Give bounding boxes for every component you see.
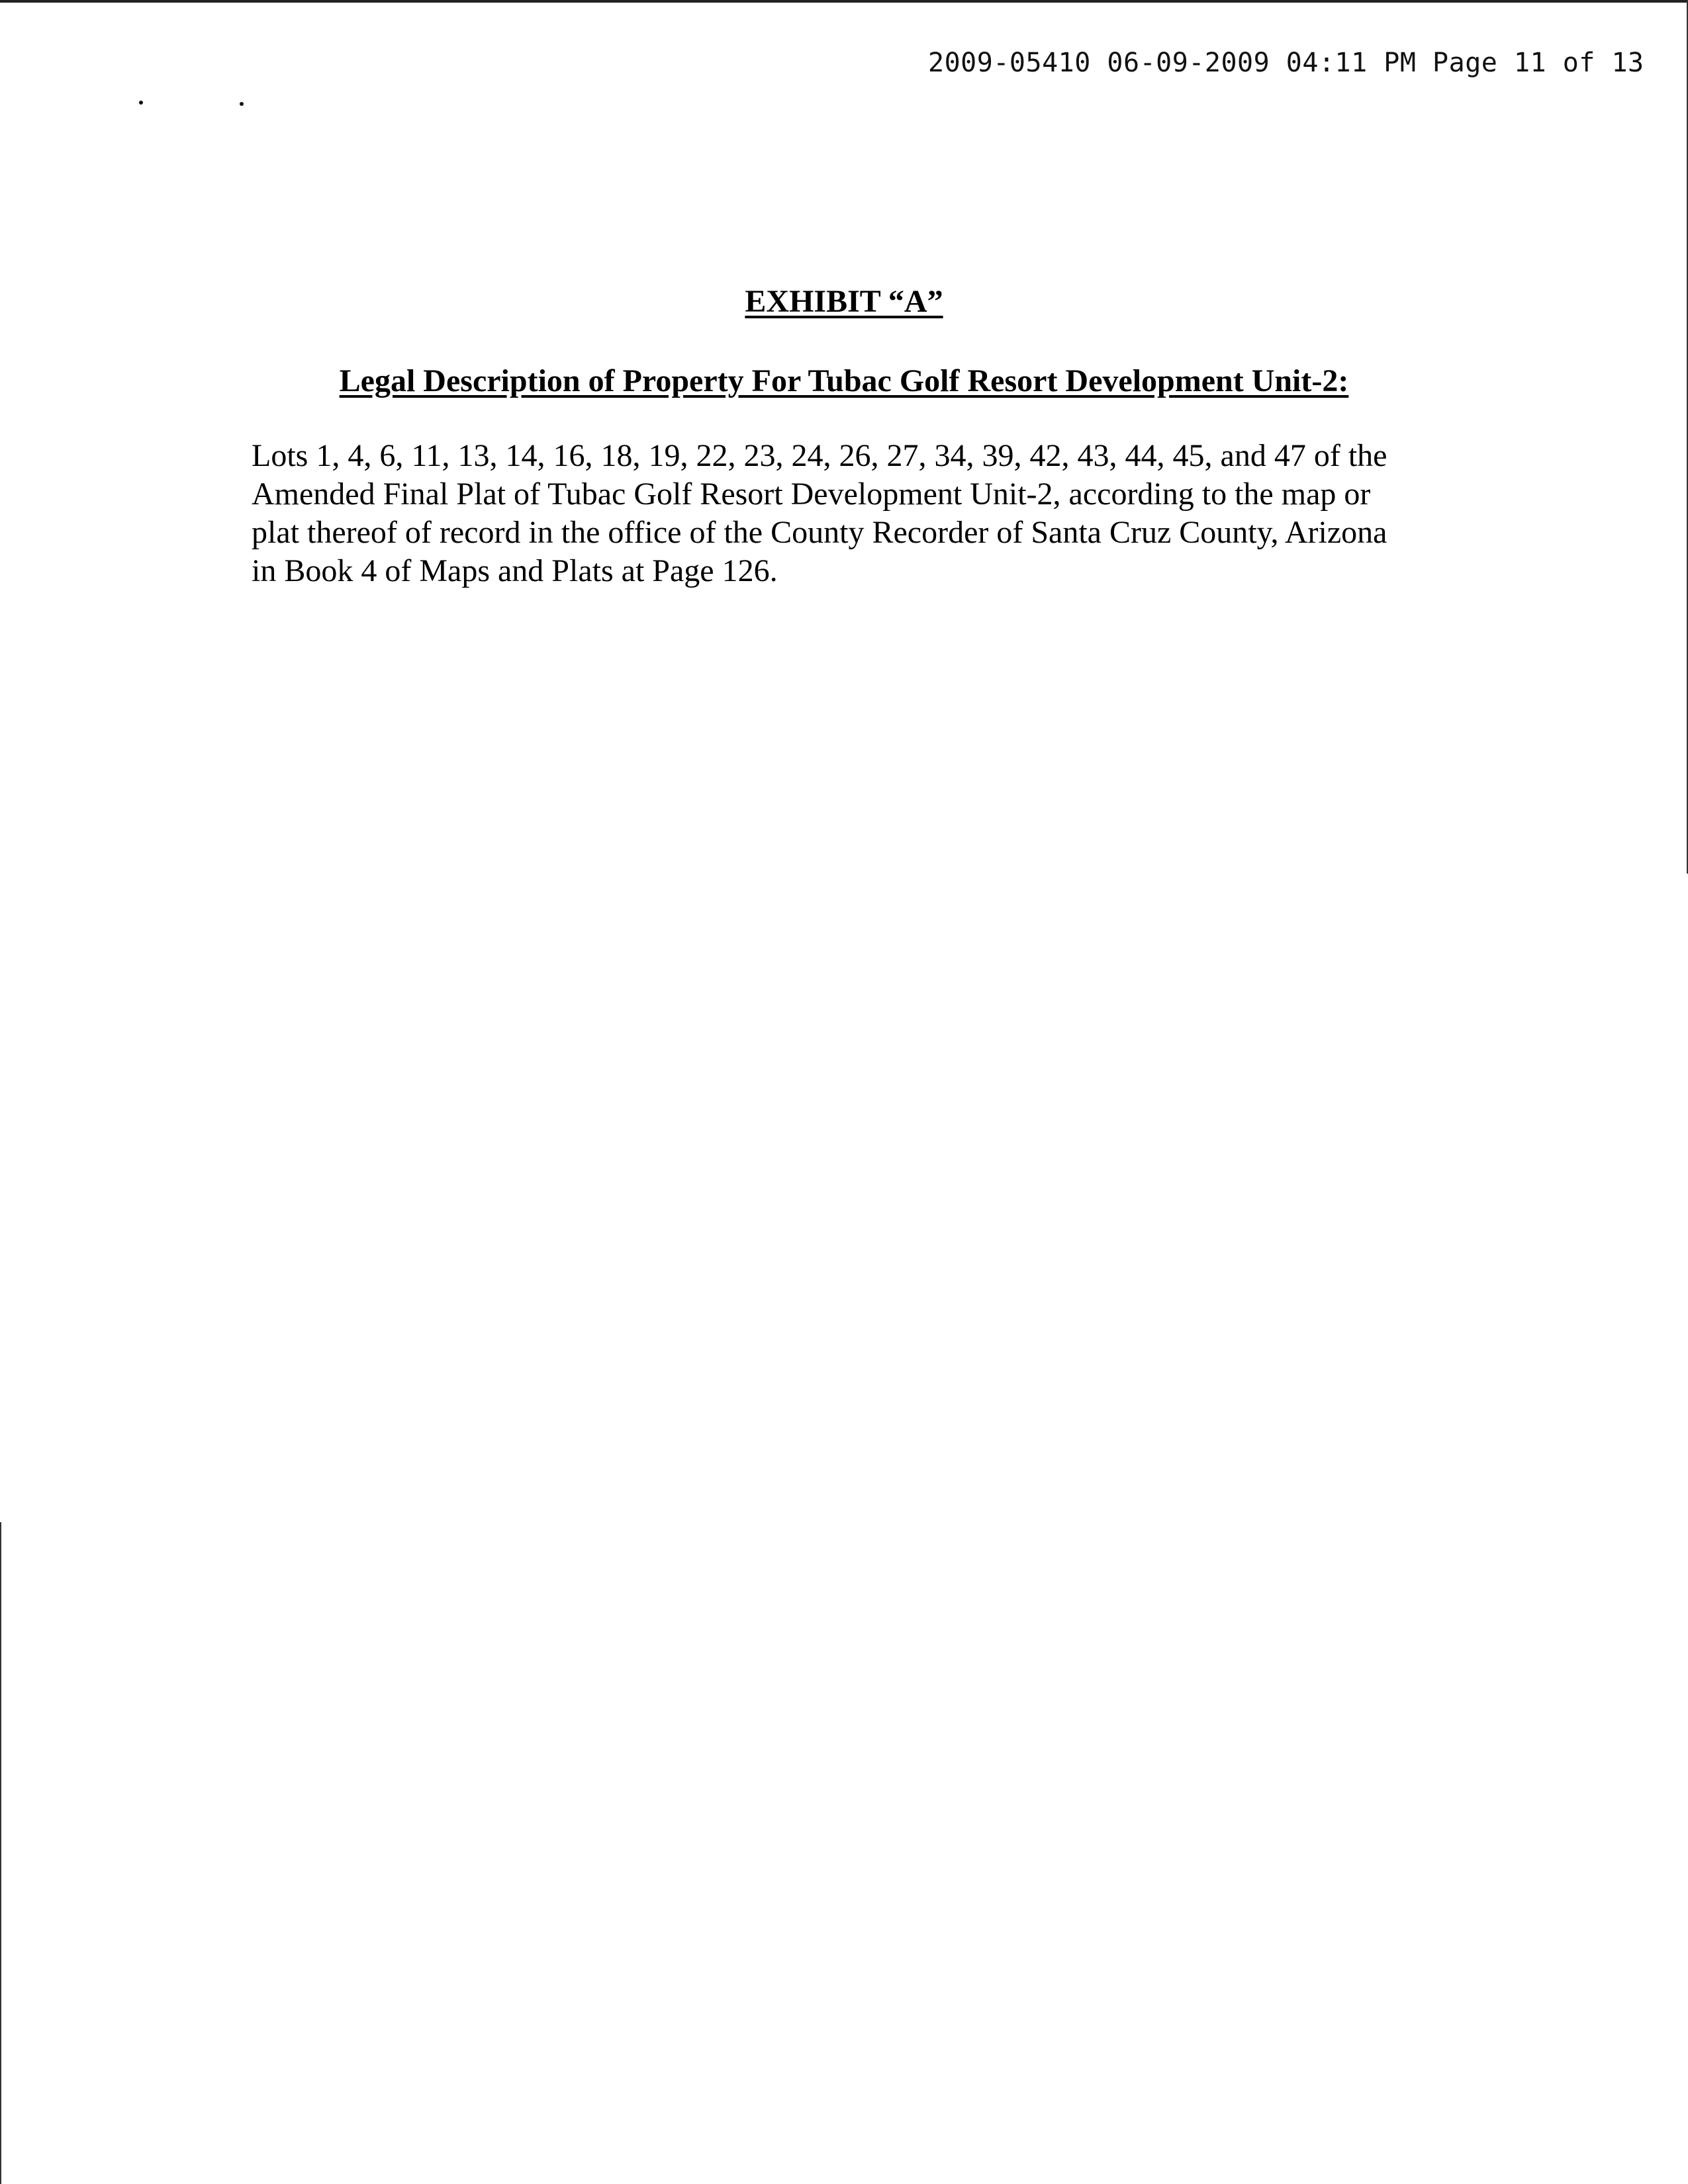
paragraph-line: plat thereof of record in the office of the County Recorder of Santa Cruz County, Arizona [252,515,1387,550]
legal-description-heading: Legal Description of Property For Tubac Golf Resort Development Unit-2: [339,363,1349,398]
recording-stamp: 2009-05410 06-09-2009 04:11 PM Page 11 of 13 [928,48,1644,78]
scan-top-edge [0,0,1688,3]
legal-description-paragraph [252,437,1456,590]
paragraph-line: Amended Final Plat of Tubac Golf Resort Development Unit-2, according to the map or [252,477,1371,512]
exhibit-title: EXHIBIT “A” [745,284,943,319]
scan-speck [139,101,143,105]
scan-speck [240,102,244,106]
paragraph-line: Lots 1, 4, 6, 11, 13, 14, 16, 18, 19, 22, 23, 24, 26, 27, 34, 39, 42, 43, 44, 45, and 47 of the [252,438,1387,473]
paragraph-line: in Book 4 of Maps and Plats at Page 126. [252,553,778,588]
scan-left-edge [0,1522,1,2184]
